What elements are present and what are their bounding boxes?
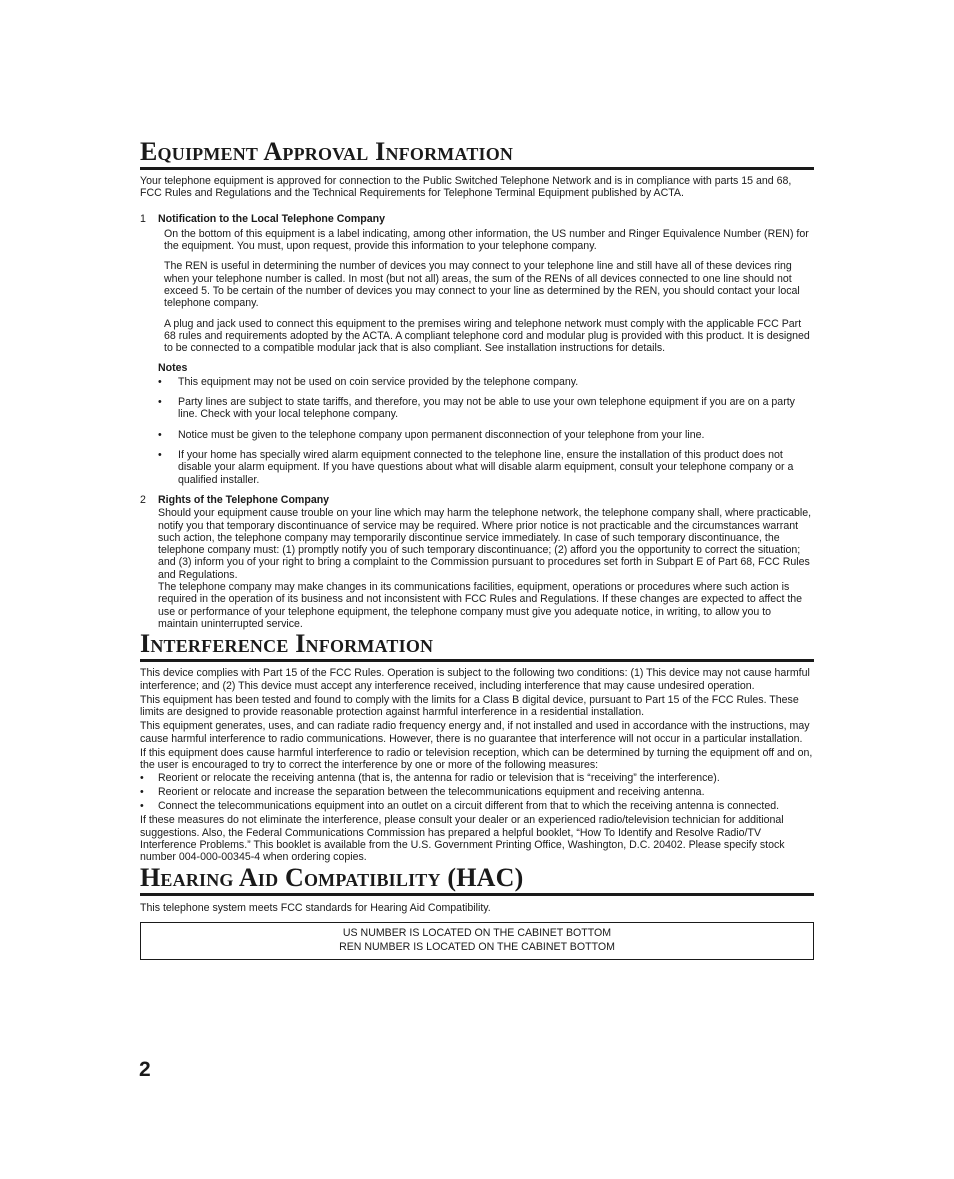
item2-paragraph: The telephone company may make changes in its communications facilities, equipment, operations or procedures where such action is required in the operation of its business and not inconsistent with FCC Rules and Regulations. If these changes are expected to affect the use or performance of your telephone equipment, the telephone company must give you adequate notice, in writing, to allow you to maintain uninterrupted service. bbox=[158, 581, 803, 630]
measures-list bbox=[140, 772, 814, 813]
us-number-notice: US NUMBER IS LOCATED ON THE CABINET BOTTOM bbox=[342, 926, 612, 939]
item2-body bbox=[140, 507, 814, 630]
interference-body bbox=[140, 667, 814, 863]
item1-heading bbox=[140, 213, 814, 225]
note-item: • Party lines are subject to state tariffs, and therefore, you may not be able to use your own telephone equipment if you are on a party line. Check with your local telephone company. bbox=[158, 396, 814, 421]
interference-paragraph: This equipment generates, uses, and can radiate radio frequency energy and, if not installed and used in accordance with the instructions, may cause harmful interference to radio communications. However, there is no guarantee that interference will not occur in a particular installation. bbox=[140, 720, 810, 745]
item1-number: 1 bbox=[140, 212, 146, 225]
item2-heading bbox=[140, 494, 814, 506]
note-item: • This equipment may not be used on coin service provided by the telephone company. bbox=[158, 376, 814, 388]
note-item: • If your home has specially wired alarm equipment connected to the telephone line, ensure the installation of this product does not disable your alarm equipment. If you have questions about what will disable alarm equipment, consult your telephone company or a qualified installer. bbox=[158, 449, 814, 486]
cabinet-label-box bbox=[140, 922, 814, 960]
notes-list bbox=[140, 376, 814, 486]
item1-paragraph: On the bottom of this equipment is a label indicating, among other information, the US number and Ringer Equivalence Number (REN) for the equipment. You must, upon request, provide this information to your telephone company. bbox=[164, 227, 809, 253]
interference-paragraph: This device complies with Part 15 of the FCC Rules. Operation is subject to the following two conditions: (1) This device may not cause harmful interference; and (2) This device must accept any interference received, including interference that may cause undesired operation. bbox=[140, 667, 810, 692]
measure-item: • Connect the telecommunications equipment into an outlet on a circuit different from that to which the receiving antenna is connected. bbox=[140, 800, 814, 812]
interference-closing: If these measures do not eliminate the interference, please consult your dealer or an experienced radio/television technician for additional suggestions. Also, the Federal Communications Commission has prepared a helpful booklet, “How To Identify and Resolve Radio/TV Interference Problems.” This booklet is available from the U.S. Government Printing Office, Washington, D.C. 20402. Please specify stock number 004-000-00345-4 when ordering copies. bbox=[140, 814, 785, 864]
item1-paragraph: The REN is useful in determining the number of devices you may connect to your telephone line and still have all of these devices ring when your telephone number is called. In most (but not all) areas, the sum of the RENs of all devices connected to one line should not exceed 5. To be certain of the number of devices you may connect to your line as determined by the REN, you should contact your local telephone company. bbox=[164, 260, 800, 310]
measure-item: • Reorient or relocate the receiving antenna (that is, the antenna for radio or television that is “receiving” the interference). bbox=[140, 772, 814, 784]
ren-number-notice: REN NUMBER IS LOCATED ON THE CABINET BOTTOM bbox=[339, 940, 615, 953]
item2-number: 2 bbox=[140, 493, 146, 506]
item2-paragraph: Should your equipment cause trouble on your line which may harm the telephone network, the telephone company shall, where practicable, notify you that temporary discontinuance of service may be required. Where prior notice is not practicable and the circumstances warrant such action, the telephone company may temporarily discontinue service immediately. In case of such temporary discontinuance, the telephone company must: (1) promptly notify you of such temporary discontinuance; (2) afford you the opportunity to correct the situation; and (3) inform you of your right to bring a complaint to the Commission pursuant to procedures set forth in Subpart E of Part 68, FCC Rules and Regulations. bbox=[158, 507, 812, 581]
interference-heading: Interference Information bbox=[140, 630, 814, 662]
equipment-approval-heading: Equipment Approval Information bbox=[140, 138, 814, 170]
interference-paragraph: If this equipment does cause harmful interference to radio or television reception, which can be determined by turning the equipment off and on, the user is encouraged to try to correct the interference by one or more of the following measures: bbox=[140, 746, 813, 772]
item1-paragraph: A plug and jack used to connect this equipment to the premises wiring and telephone network must comply with the applicable FCC Part 68 rules and requirements adopted by the ACTA. A compliant telephone cord and modular plug is provided with this product. It is designed to be connected to a compatible modular jack that is also compliant. See installation instructions for details. bbox=[164, 317, 810, 355]
hac-heading: Hearing Aid Compatibility (HAC) bbox=[140, 864, 814, 896]
interference-paragraph: This equipment has been tested and found to comply with the limits for a Class B digital device, pursuant to Part 15 of the FCC Rules. These limits are designed to provide reasonable protection against harmful interference in a residential installation. bbox=[140, 693, 799, 719]
item2-title: Rights of the Telephone Company bbox=[158, 493, 330, 506]
equipment-intro: Your telephone equipment is approved for connection to the Public Switched Telephone Network and is in compliance with parts 15 and 68, FCC Rules and Regulations and the Technical Requirements for Telephone Terminal Equipment published by ACTA. bbox=[140, 175, 792, 200]
note-item: • Notice must be given to the telephone company upon permanent disconnection of your telephone from your line. bbox=[158, 429, 814, 441]
document-page bbox=[140, 138, 814, 960]
measure-item: • Reorient or relocate and increase the separation between the telecommunications equipment and receiving antenna. bbox=[140, 786, 814, 798]
page-number: 2 bbox=[139, 1058, 151, 1081]
hac-text: This telephone system meets FCC standards for Hearing Aid Compatibility. bbox=[140, 901, 491, 914]
notes-title: Notes bbox=[158, 361, 188, 374]
item1-title: Notification to the Local Telephone Company bbox=[158, 212, 385, 225]
item1-body bbox=[140, 228, 814, 355]
